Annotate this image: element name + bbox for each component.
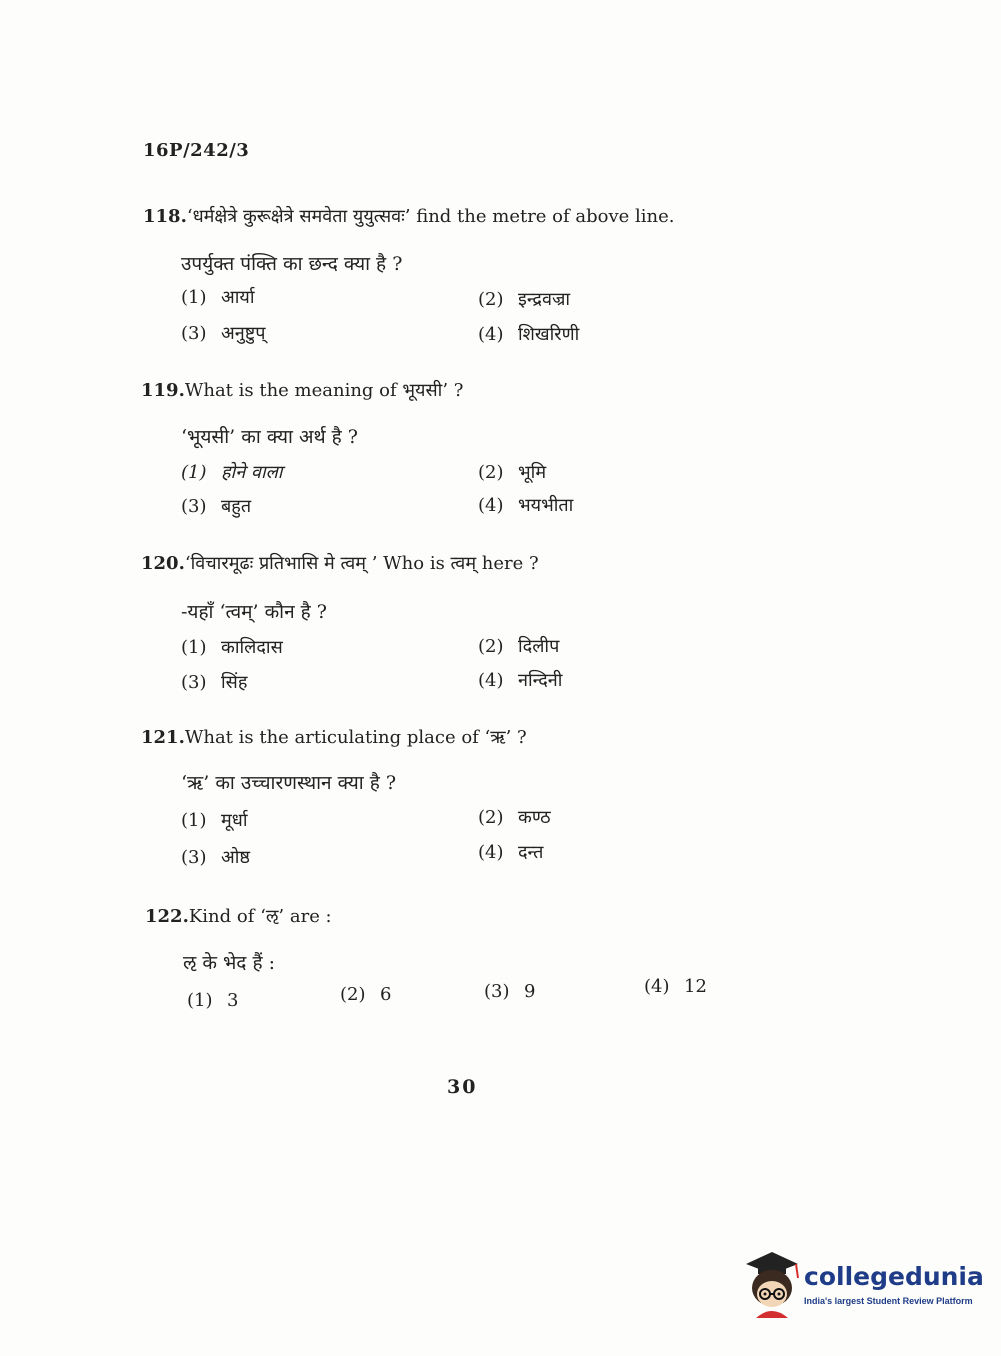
option-121-3: (3) ओष्ठ (181, 847, 251, 868)
question-118-hindi: उपर्युक्त पंक्ति का छन्द क्या है ? (181, 253, 403, 275)
question-number: 121. (141, 727, 185, 748)
option-121-4: (4) दन्त (478, 842, 544, 863)
question-text: ‘विचारमूढः प्रतिभासि मे त्वम् ’ Who is त्वम् here ? (184, 553, 539, 574)
logo-name: collegedunia (804, 1262, 984, 1291)
option-120-2: (2) दिलीप (478, 636, 560, 657)
option-118-3: (3) अनुष्टुप् (181, 323, 266, 344)
question-122-hindi: ऌ के भेद हैं : (183, 952, 275, 974)
option-120-3: (3) सिंह (181, 672, 248, 693)
option-122-1: (1) 3 (187, 990, 239, 1011)
collegedunia-logo[interactable] (742, 1250, 984, 1320)
question-text: What is the meaning of भूयसी’ ? (184, 380, 464, 401)
option-122-2: (2) 6 (340, 984, 392, 1005)
question-120-hindi: -यहाँ ‘त्वम्’ कौन है ? (181, 601, 327, 623)
option-118-2: (2) इन्द्रवज्रा (478, 289, 571, 310)
question-text: ‘धर्मक्षेत्रे कुरूक्षेत्रे समवेता युयुत्सवः’ find the metre of above line. (186, 206, 675, 227)
logo-tagline: India's largest Student Review Platform (804, 1296, 973, 1306)
option-122-4: (4) 12 (644, 976, 707, 997)
question-119 (141, 378, 463, 402)
option-119-1: (1) होने वाला (181, 462, 283, 483)
option-120-4: (4) नन्दिनी (478, 670, 563, 691)
question-text: What is the articulating place of ‘ऋ’ ? (184, 727, 527, 748)
option-119-4: (4) भयभीता (478, 495, 574, 516)
question-number: 119. (141, 380, 185, 401)
paper-code: 16P/242/3 (143, 140, 250, 161)
question-120 (141, 551, 539, 575)
option-122-3: (3) 9 (484, 981, 536, 1002)
option-118-1: (1) आर्या (181, 287, 255, 308)
option-121-2: (2) कण्ठ (478, 807, 551, 828)
page-number: 30 (447, 1076, 478, 1098)
question-121-hindi: ‘ऋ’ का उच्चारणस्थान क्या है ? (181, 772, 397, 794)
question-number: 120. (141, 553, 185, 574)
option-119-3: (3) बहुत (181, 496, 252, 517)
option-120-1: (1) कालिदास (181, 637, 283, 658)
option-119-2: (2) भूमि (478, 462, 547, 483)
question-119-hindi: ‘भूयसी’ का क्या अर्थ है ? (181, 426, 358, 448)
question-text: Kind of ‘ऌ’ are : (188, 906, 332, 927)
mascot-icon (742, 1250, 802, 1320)
question-121 (141, 725, 527, 749)
question-number: 118. (143, 206, 187, 227)
question-122 (145, 904, 332, 928)
option-121-1: (1) मूर्धा (181, 810, 248, 831)
question-number: 122. (145, 906, 189, 927)
option-118-4: (4) शिखरिणी (478, 324, 580, 345)
question-118 (143, 204, 675, 228)
